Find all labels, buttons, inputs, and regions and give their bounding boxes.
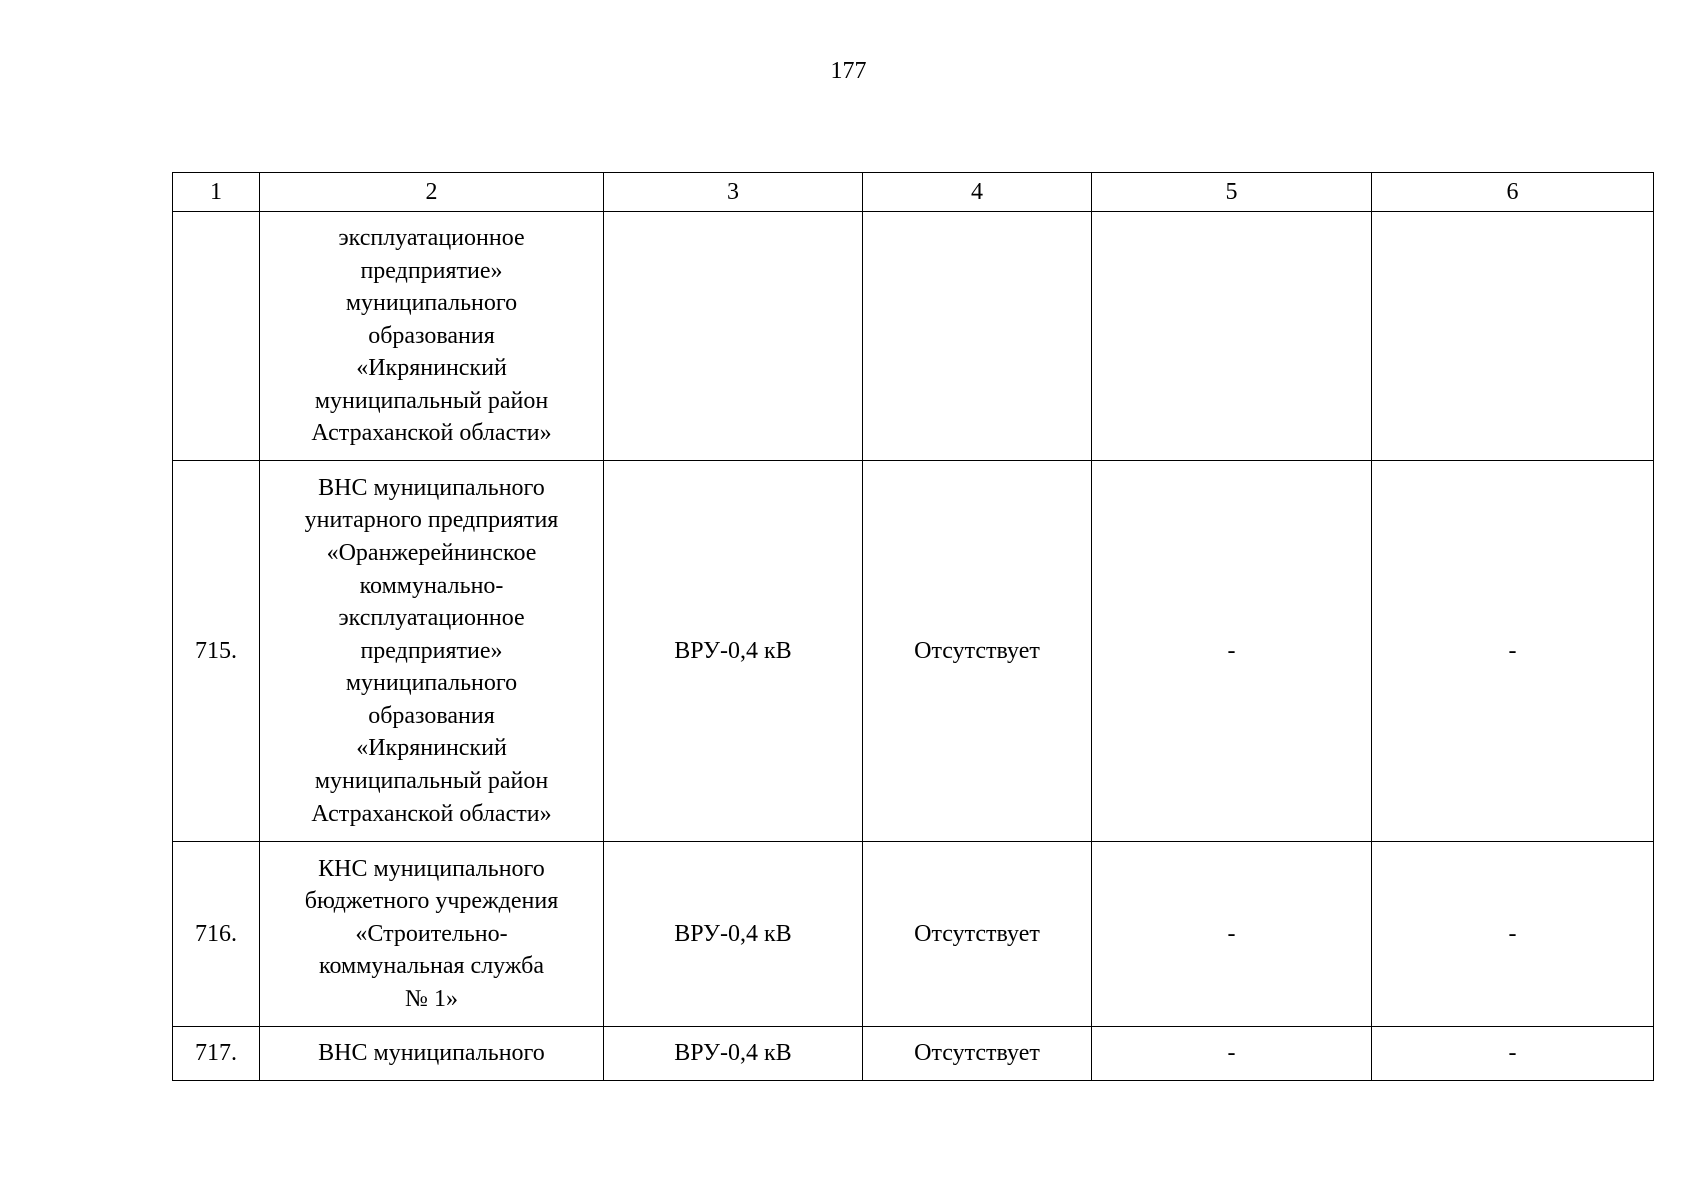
name-line: образования	[368, 702, 495, 729]
name-line: эксплуатационное	[338, 605, 525, 632]
col4-cell	[863, 212, 1092, 461]
row-number-cell: 715.	[173, 461, 260, 842]
column-header-1: 1	[173, 173, 260, 212]
name-line: предприятие»	[360, 637, 503, 664]
row-number-cell: 716.	[173, 842, 260, 1027]
name-line: коммунальная служба	[319, 953, 544, 980]
object-name-cell	[260, 842, 604, 1027]
name-line: коммунально-	[359, 572, 504, 599]
name-line: муниципальный район	[314, 387, 549, 414]
col4-cell: Отсутствует	[863, 461, 1092, 842]
name-line: бюджетного учреждения	[304, 888, 559, 915]
name-line: Астраханской области»	[311, 420, 552, 447]
name-line: муниципального	[345, 670, 518, 697]
name-line: ВНС муниципального	[318, 474, 545, 501]
name-line: ВНС муниципального	[318, 1040, 545, 1067]
column-header-6: 6	[1372, 173, 1654, 212]
object-name-cell	[260, 1027, 604, 1081]
data-table	[172, 172, 1654, 1081]
name-line: «Икрянинский	[356, 735, 507, 762]
col3-cell: ВРУ-0,4 кВ	[604, 842, 863, 1027]
table-row	[173, 842, 1654, 1027]
name-line: образования	[368, 322, 495, 349]
col5-cell	[1092, 212, 1372, 461]
name-line: унитарного предприятия	[304, 507, 559, 534]
name-line: КНС муниципального	[318, 855, 545, 882]
col3-cell: ВРУ-0,4 кВ	[604, 1027, 863, 1081]
row-number-cell	[173, 212, 260, 461]
page-number: 177	[830, 58, 867, 84]
row-number-cell: 717.	[173, 1027, 260, 1081]
column-header-4: 4	[863, 173, 1092, 212]
col6-cell	[1372, 212, 1654, 461]
name-line: предприятие»	[360, 257, 503, 284]
name-line: Астраханской области»	[311, 800, 552, 827]
col6-cell: -	[1372, 461, 1654, 842]
table-row	[173, 212, 1654, 461]
object-name-cell	[260, 212, 604, 461]
column-header-2: 2	[260, 173, 604, 212]
col5-cell: -	[1092, 1027, 1372, 1081]
table-row	[173, 461, 1654, 842]
name-line: № 1»	[405, 985, 458, 1012]
table-row	[173, 1027, 1654, 1081]
name-line: «Оранжерейнинское	[326, 539, 537, 566]
column-header-3: 3	[604, 173, 863, 212]
name-line: «Икрянинский	[356, 355, 507, 382]
col4-cell: Отсутствует	[863, 1027, 1092, 1081]
col6-cell: -	[1372, 1027, 1654, 1081]
name-line: эксплуатационное	[338, 224, 525, 251]
col5-cell: -	[1092, 842, 1372, 1027]
header-row	[173, 173, 1654, 212]
object-name-cell	[260, 461, 604, 842]
name-line: муниципального	[345, 290, 518, 317]
name-line: «Строительно-	[355, 920, 508, 947]
col4-cell: Отсутствует	[863, 842, 1092, 1027]
column-header-5: 5	[1092, 173, 1372, 212]
col3-cell	[604, 212, 863, 461]
col6-cell: -	[1372, 842, 1654, 1027]
col3-cell: ВРУ-0,4 кВ	[604, 461, 863, 842]
col5-cell: -	[1092, 461, 1372, 842]
name-line: муниципальный район	[314, 768, 549, 795]
